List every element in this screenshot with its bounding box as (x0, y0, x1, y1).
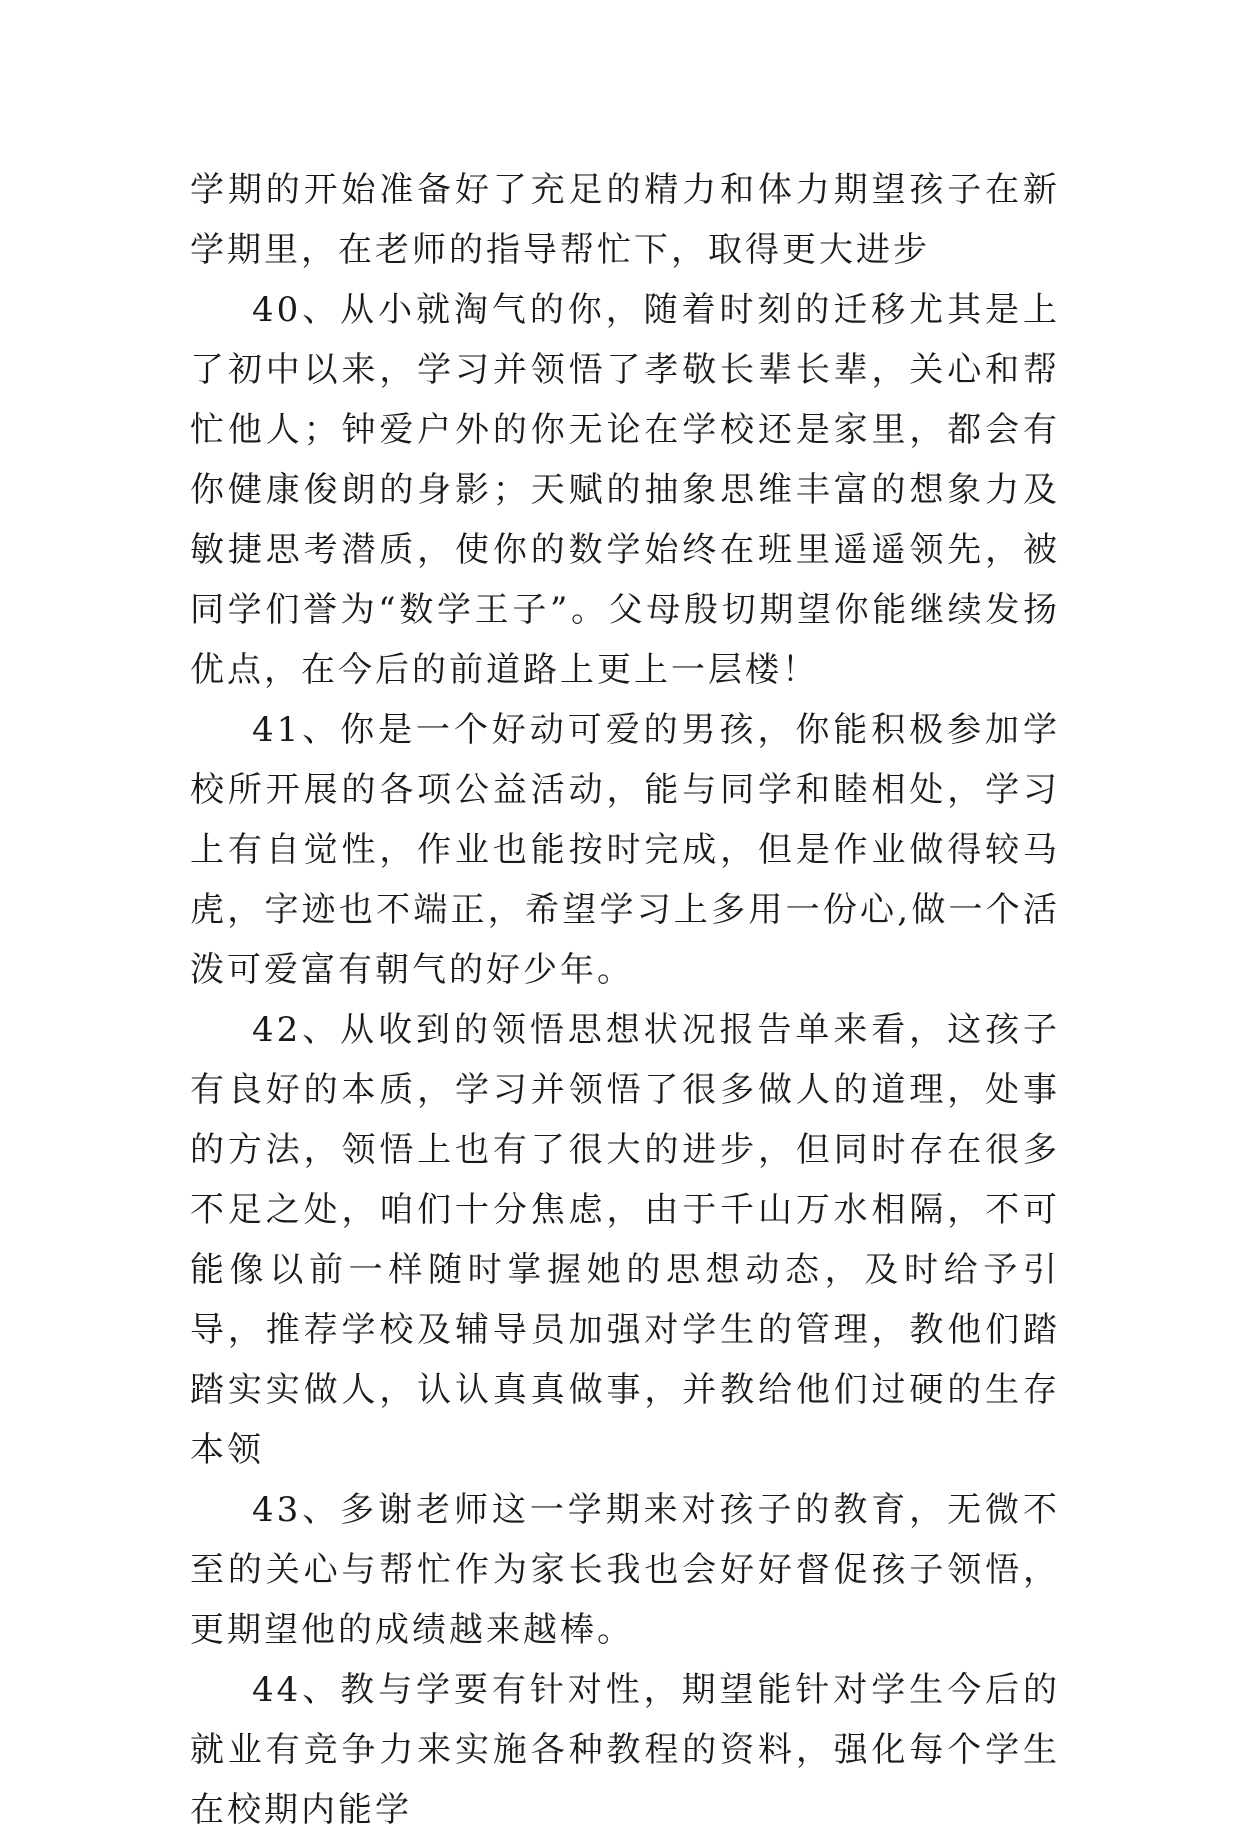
paragraph-42: 42、从收到的领悟思想状况报告单来看，这孩子有良好的本质，学习并领悟了很多做人的道理，处事的方法，领悟上也有了很大的进步，但同时存在很多不足之处，咱们十分焦虑，由于千山万水相隔，不可能像以前一样随时掌握她的思想动态，及时给予引导，推荐学校及辅导员加强对学生的管理，教他们踏踏实实做人，认认真真做事，并教给他们过硬的生存本领 (190, 1010, 1060, 1470)
paragraph-40: 40、从小就淘气的你，随着时刻的迁移尤其是上了初中以来，学习并领悟了孝敬长辈长辈，关心和帮忙他人；钟爱户外的你无论在学校还是家里，都会有你健康俊朗的身影；天赋的抽象思维丰富的想象力及敏捷思考潜质，使你的数学始终在班里遥遥领先，被同学们誉为“数学王子”。父母殷切期望你能继续发扬优点，在今后的前道路上更上一层楼！ (190, 290, 1060, 690)
paragraph-44: 44、教与学要有针对性，期望能针对学生今后的就业有竞争力来实施各种教程的资料，强化每个学生在校期内能学 (190, 1670, 1060, 1830)
paragraph-41: 41、你是一个好动可爱的男孩，你能积极参加学校所开展的各项公益活动，能与同学和睦相处，学习上有自觉性，作业也能按时完成，但是作业做得较马虎，字迹也不端正，希望学习上多用一份心,做一个活泼可爱富有朝气的好少年。 (190, 710, 1060, 990)
document-body (190, 160, 1060, 1840)
paragraph-43: 43、多谢老师这一学期来对孩子的教育，无微不至的关心与帮忙作为家长我也会好好督促孩子领悟，更期望他的成绩越来越棒。 (190, 1490, 1060, 1650)
paragraph-continuation: 学期的开始准备好了充足的精力和体力期望孩子在新学期里，在老师的指导帮忙下，取得更大进步 (190, 170, 1060, 270)
